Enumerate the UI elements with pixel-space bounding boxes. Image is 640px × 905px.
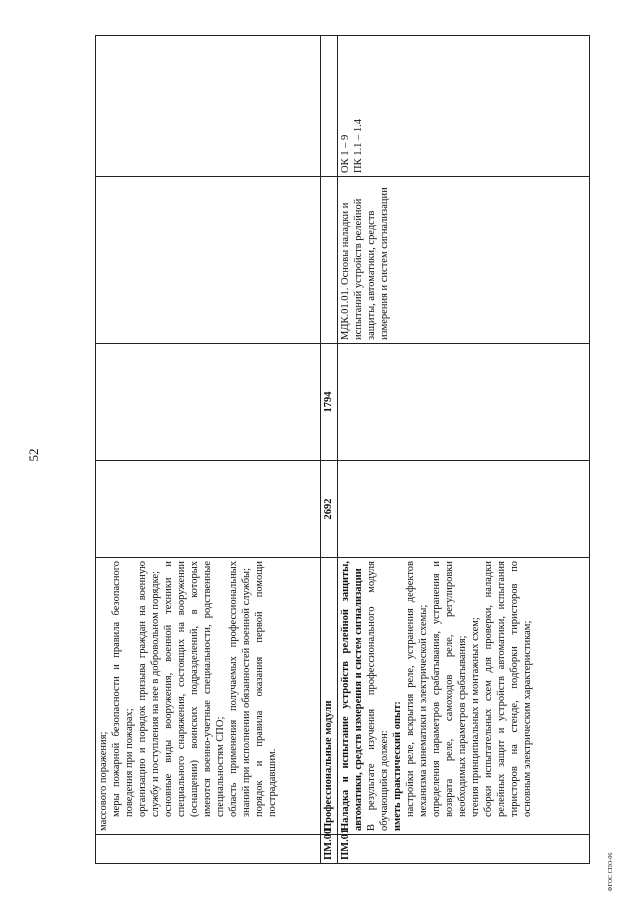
index-cell: [96, 177, 321, 344]
pm01-code: ПМ.01: [338, 835, 590, 864]
desc-line: основные виды вооружения, военной техники и специального снаряжения, состоящих на вооружении (оснащении) воинских подразделений, в которых имеются военно-учетные специальности, родственные специальностям СПО;: [163, 561, 226, 817]
max-hours-cell: [96, 461, 321, 558]
section-required-hours: 1794: [321, 344, 338, 461]
section-max-hours: 2692: [321, 461, 338, 558]
desc-line: порядок и правила оказания первой помощи пострадавшим.: [254, 561, 278, 817]
desc-line: массового поражения;: [98, 731, 109, 831]
section-title: Профессиональные модули: [321, 558, 338, 835]
pm01-item: чтения принципиальных и монтажных схем;: [470, 617, 481, 817]
rotated-table-wrapper: [95, 44, 583, 864]
pm01-item: сборки испытательных схем для проверки, наладки релейных защит и устройств автоматики, испытания тиристоров на стенде, подборки тиристоров по основным электрическим характеристикам;: [483, 561, 533, 817]
required-hours-cell: [96, 344, 321, 461]
desc-line: организацию и порядок призыва граждан на военную службу и поступления на нее в добровольном порядке;: [137, 561, 161, 817]
pm01-item: настройки реле, вскрытия реле, устранения дефектов механизма кинематики и электрической схемы;: [405, 561, 429, 817]
pm01-practical-label: иметь практический опыт:: [392, 701, 403, 831]
section-code: ПМ.00: [321, 835, 338, 864]
section-competencies: [321, 36, 338, 177]
section-index: [321, 177, 338, 344]
pm01-description: [338, 558, 590, 835]
desc-line: область применения получаемых профессиональных знаний при исполнении обязанностей военной службы;: [228, 561, 252, 817]
pm01-title: Наладка и испытание устройств релейной защиты, автоматики, средств измерения и систем сигнализации: [340, 561, 364, 831]
pm01-required-hours: [338, 344, 590, 461]
description-cell: [96, 558, 321, 835]
desc-line: меры пожарной безопасности и правила безопасного поведения при пожарах;: [111, 561, 135, 817]
pm01-max-hours: [338, 461, 590, 558]
table-row-section: [321, 36, 338, 864]
footer-code: ФГОС СПО-06: [608, 852, 614, 892]
table-row-pm01: [338, 36, 590, 864]
code-cell: [96, 835, 321, 864]
pm01-intro: В результате изучения профессионального модуля обучающийся должен:: [366, 561, 390, 831]
page-number: 52: [26, 448, 41, 462]
pm01-item: определения параметров срабатывания, устранения и возврата реле, самоходов реле, регулировки необходимых параметров срабатывания;: [431, 561, 468, 817]
pm01-competencies: ОК 1 – 9 ПК 1.1 – 1.4: [338, 36, 590, 177]
table-row: [96, 36, 321, 864]
curriculum-table: [95, 35, 590, 864]
competencies-cell: [96, 36, 321, 177]
pm01-index: МДК.01.01. Основы наладки и испытаний устройств релейной защиты, автоматики, средств измерения и систем сигнализации: [338, 177, 590, 344]
